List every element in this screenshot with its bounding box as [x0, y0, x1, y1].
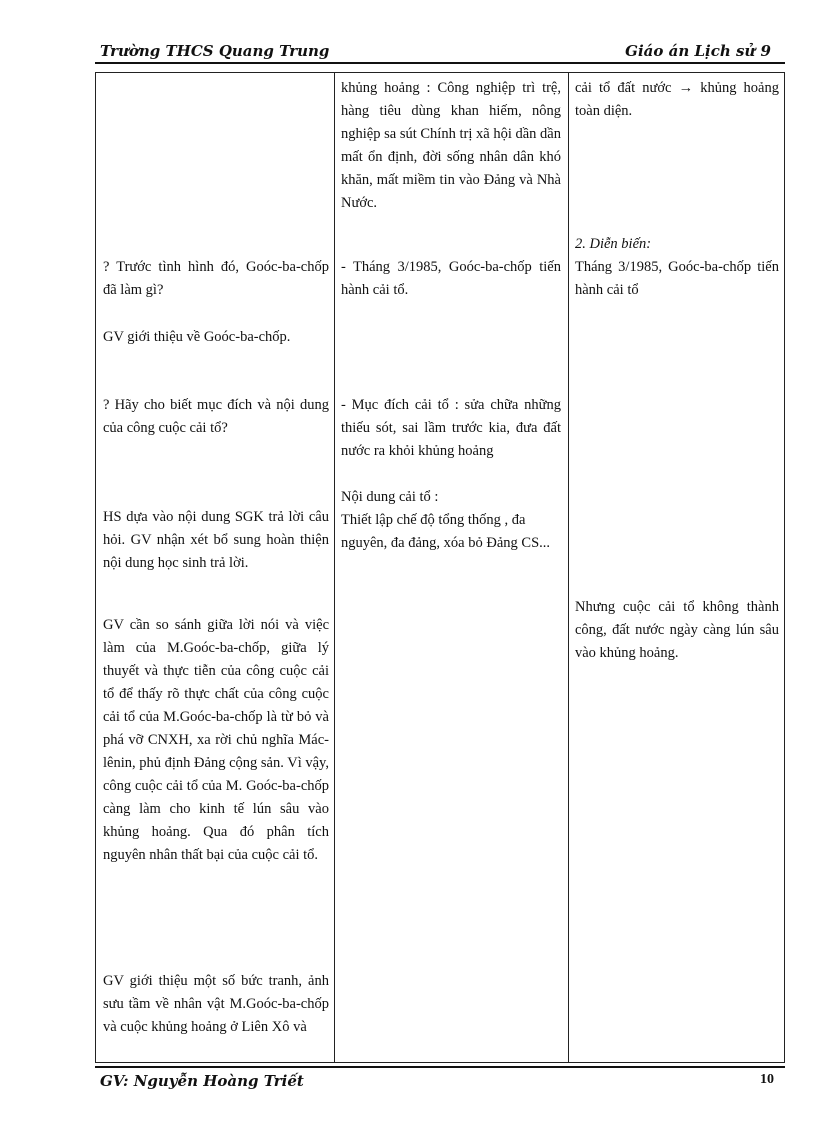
student-activity-paragraph: HS dựa vào nội dung SGK trả lời câu hỏi. GV nhận xét bổ sung hoàn thiện nội dung học sinh trả lời. [103, 509, 329, 571]
teacher-note-paragraph: GV giới thiệu một số bức tranh, ảnh sưu tầm về nhân vật M.Goóc-ba-chốp và cuộc khủng hoảng ở Liên Xô và [103, 973, 329, 1035]
header-school: Trường THCS Quang Trung [100, 42, 330, 60]
column-divider [568, 73, 569, 1062]
teacher-note-paragraph: GV cần so sánh giữa lời nói và việc làm của M.Goóc-ba-chốp, giữa lý thuyết và thực tiễn của công cuộc cải tổ để thấy rõ thực chất của công cuộc cải tổ của M.Goóc-ba-chốp là từ bỏ và phá vỡ CNXH, xa rời chủ nghĩa Mác-lênin, phủ định Đảng cộng sản. Vì vậy, công cuộc cải tổ của M. Goóc-ba-chốp càng làm cho kinh tế lún sâu vào khủng hoảng. Qua đó phân tích nguyên nhân thất bại của cuộc cải tổ. [103, 617, 329, 863]
content-paragraph: - Mục đích cải tổ : sửa chữa những thiếu sót, sai lầm trước kia, đưa đất nước ra khỏi khủng hoảng [341, 397, 561, 459]
header-title: Giáo án Lịch sử 9 [625, 42, 771, 60]
header-rule [95, 62, 785, 64]
summary-paragraph: cải tổ đất nước → khủng hoảng toàn diện. [575, 80, 779, 119]
page-number: 10 [760, 1072, 774, 1087]
summary-paragraph: Tháng 3/1985, Goóc-ba-chốp tiến hành cải tổ [575, 259, 779, 298]
section-heading: 2. Diễn biến: [575, 236, 652, 252]
teacher-note-paragraph: GV giới thiệu về Goóc-ba-chốp. [103, 329, 291, 345]
column-divider [334, 73, 335, 1062]
question-paragraph: ? Trước tình hình đó, Goóc-ba-chốp đã làm gì? [103, 259, 329, 298]
content-paragraph: Nội dung cải tổ : [341, 489, 439, 505]
footer-author: GV: Nguyễn Hoàng Triết [100, 1072, 304, 1090]
content-paragraph: - Tháng 3/1985, Goóc-ba-chốp tiến hành cải tổ. [341, 259, 561, 298]
content-paragraph: khủng hoảng : Công nghiệp trì trệ, hàng tiêu dùng khan hiếm, nông nghiệp sa sút Chính trị xã hội dần dần mất ổn định, đời sống nhân dân khó khăn, mất miềm tin vào Đảng và Nhà Nước. [341, 80, 561, 211]
summary-paragraph: Nhưng cuộc cải tổ không thành công, đất nước ngày càng lún sâu vào khủng hoảng. [575, 599, 779, 661]
content-paragraph: Thiết lập chế độ tổng thống , đa nguyên, đa đảng, xóa bỏ Đảng CS... [341, 512, 551, 551]
question-paragraph: ? Hãy cho biết mục đích và nội dung của công cuộc cải tổ? [103, 397, 329, 436]
footer-rule [95, 1066, 785, 1068]
lesson-table [95, 72, 785, 1063]
